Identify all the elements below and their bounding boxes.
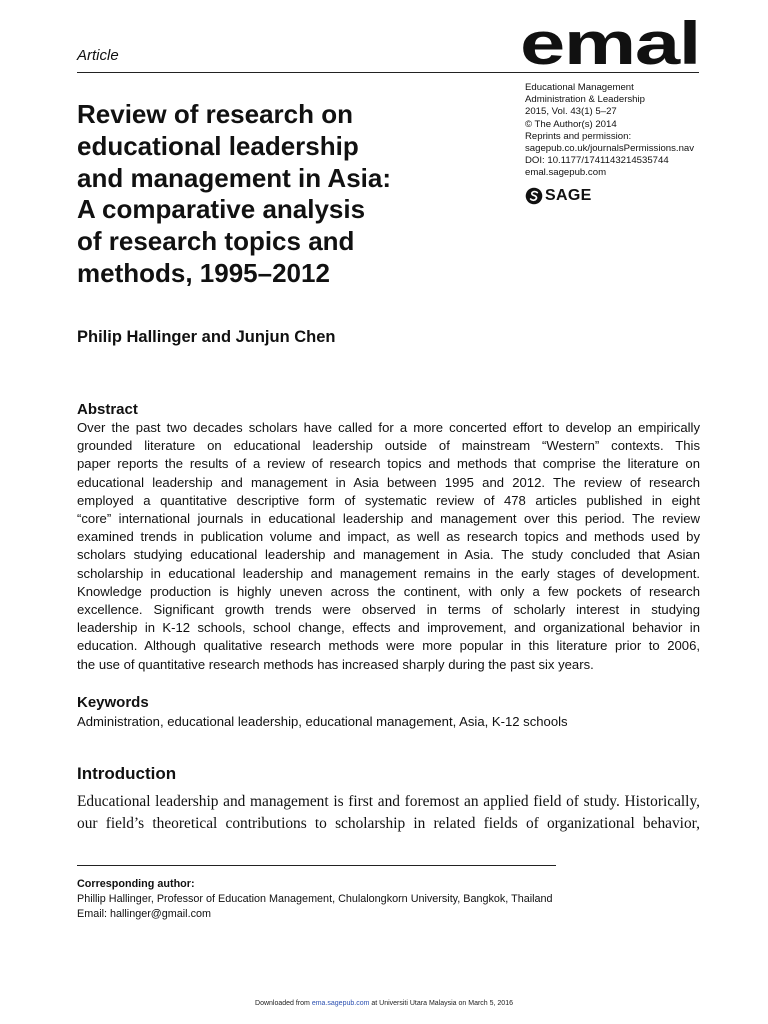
abstract-line: scholars studying educational leadership and management in Asia. The study concluded that Asian	[77, 547, 700, 563]
abstract-line: examined trends in publication volume and impact, as well as research topics and methods used by	[77, 529, 700, 545]
journal-logo	[520, 14, 702, 70]
download-prefix: Downloaded from	[255, 1000, 312, 1007]
introduction-line: our field’s theoretical contributions to scholarship in related fields of organizational behavior,	[77, 814, 700, 832]
corresponding-author-email[interactable]: Email: hallinger@gmail.com	[77, 908, 211, 920]
reprints-line: Reprints and permission:	[525, 130, 632, 142]
sage-circle-icon	[525, 187, 543, 205]
download-notice	[0, 1000, 768, 1007]
paper-title	[77, 99, 517, 290]
title-line: methods, 1995–2012	[77, 257, 330, 288]
sage-wordmark: SAGE	[545, 187, 592, 204]
doi-line[interactable]: DOI: 10.1177/1741143214535744	[525, 155, 669, 167]
abstract-line: grounded literature on educational leadership outside of mainstream “Western” contexts. This	[77, 438, 700, 454]
introduction-heading: Introduction	[77, 764, 177, 783]
abstract-line: scholarship in educational leadership and management remains in the early stages of development.	[77, 565, 700, 581]
introduction-body	[77, 791, 700, 834]
corresponding-author-label: Corresponding author:	[77, 878, 195, 890]
volume-line: 2015, Vol. 43(1) 5–27	[525, 106, 617, 118]
emal-logo-graphic	[520, 14, 702, 70]
article-type-label: Article	[77, 47, 119, 64]
keywords-heading: Keywords	[77, 694, 149, 711]
header-divider	[77, 72, 699, 73]
abstract-line: “core” international journals in educational leadership and management over this period. The review	[77, 511, 700, 527]
copyright-line: © The Author(s) 2014	[525, 118, 617, 130]
abstract-heading: Abstract	[77, 401, 138, 418]
corresponding-author-affiliation: Phillip Hallinger, Professor of Education Management, Chulalongkorn University, Bangkok, Thailand	[77, 893, 553, 905]
corresponding-author-footnote	[77, 877, 553, 922]
permissions-link[interactable]: sagepub.co.uk/journalsPermissions.nav	[525, 143, 695, 155]
footnote-divider	[77, 865, 556, 866]
title-line: and management in Asia:	[77, 162, 391, 193]
abstract-line: the use of quantitative research methods has increased sharply during the past six years.	[77, 656, 594, 672]
journal-url[interactable]: emal.sagepub.com	[525, 167, 607, 179]
sage-logo	[525, 185, 592, 207]
abstract-line: excellence. Significant growth trends were observed in terms of scholarly interest in studying	[77, 602, 700, 618]
title-line: Review of research on	[77, 99, 353, 129]
journal-name-line-2: Administration & Leadership	[525, 94, 645, 106]
journal-name-line-1: Educational Management	[525, 82, 634, 93]
abstract-line: Over the past two decades scholars have called for a more concerted effort to develop an empirically	[77, 420, 700, 435]
abstract-line: educational leadership and management in Asia between 1995 and 2012. The review of research	[77, 474, 700, 490]
abstract-line: education. Although qualitative research methods were more popular in this literature prior to 2006,	[77, 638, 700, 654]
title-line: of research topics and	[77, 226, 355, 257]
abstract-line: employed a quantitative descriptive form of systematic review of 478 articles published in eight	[77, 492, 700, 508]
emal-logo-text: emal	[520, 14, 700, 70]
title-line: educational leadership	[77, 130, 359, 161]
title-line: A comparative analysis	[77, 194, 366, 225]
introduction-line: Educational leadership and management is first and foremost an applied field of study. Historically,	[77, 793, 700, 810]
authors: Philip Hallinger and Junjun Chen	[77, 328, 336, 346]
keywords-list: Administration, educational leadership, educational management, Asia, K-12 schools	[77, 714, 568, 729]
abstract-line: paper reports the results of a review of research topics and methods that comprise the literature on	[77, 456, 700, 472]
abstract-line: leadership in K-12 schools, school change, effects and improvement, and organizational behavior in	[77, 620, 700, 636]
download-source-link[interactable]: ema.sagepub.com	[311, 1000, 370, 1007]
abstract-body	[77, 419, 700, 674]
download-suffix: at Universiti Utara Malaysia on March 5, 2016	[369, 1000, 513, 1007]
abstract-line: Knowledge production is highly uneven across the continent, with only a few pockets of research	[77, 583, 700, 599]
journal-info-block	[525, 82, 725, 180]
